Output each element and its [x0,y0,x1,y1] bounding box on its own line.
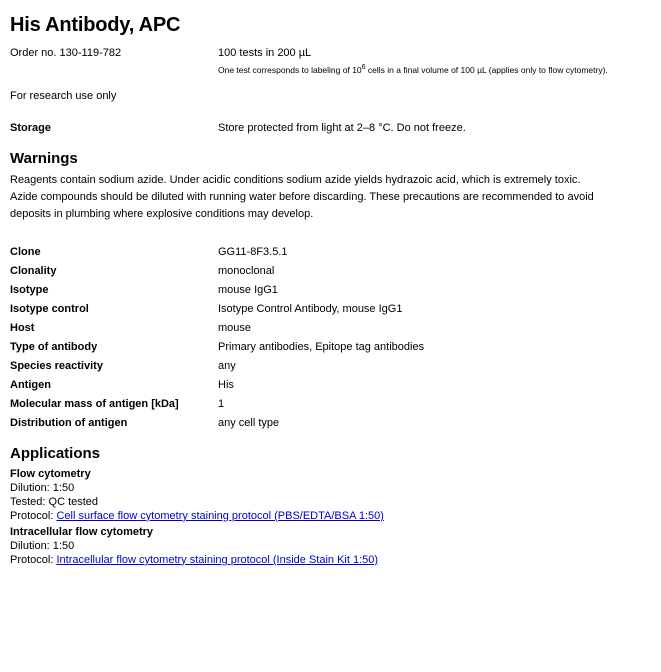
application-protocol [10,554,651,566]
tests-footnote [218,62,651,76]
spec-value: monoclonal [218,264,275,277]
spec-label: Species reactivity [10,359,103,372]
storage-value: Store protected from light at 2–8 °C. Do not freeze. [218,121,466,134]
table-row [10,341,651,353]
spec-label: Isotype [10,283,49,296]
table-row [10,284,651,296]
research-use-row [10,90,651,102]
application-group-flow-cytometry [10,468,651,522]
spec-value: mouse [218,321,252,334]
table-row [10,360,651,372]
spec-label: Isotype control [10,302,89,315]
warnings-line-3: deposits in plumbing where explosive conditions may develop. [10,207,314,220]
spec-label: Distribution of antigen [10,416,128,429]
spec-value: Primary antibodies, Epitope tag antibodies [218,340,425,353]
protocol-link[interactable]: Cell surface flow cytometry staining protocol (PBS/EDTA/BSA 1:50) [56,509,384,522]
spec-label: Host [10,321,35,334]
protocol-link[interactable]: Intracellular flow cytometry staining protocol (Inside Stain Kit 1:50) [56,553,379,566]
spec-label: Type of antibody [10,340,98,353]
application-dilution: Dilution: 1:50 [10,539,75,552]
table-row [10,246,651,258]
spec-value: Isotype Control Antibody, mouse IgG1 [218,302,403,315]
application-title: Flow cytometry [10,467,91,480]
tests-footnote-exponent: 6 [361,64,366,71]
specifications-table [10,246,651,429]
spec-label: Antigen [10,378,51,391]
protocol-prefix: Protocol: [10,553,57,566]
table-row [10,265,651,277]
research-use-label: For research use only [10,89,117,102]
page-title: His Antibody, APC [10,14,181,36]
application-protocol [10,510,651,522]
storage-label: Storage [10,121,51,134]
application-group-intracellular-flow-cytometry [10,526,651,566]
table-row [10,417,651,429]
spec-value: any [218,359,236,372]
spec-value: 1 [218,397,225,410]
application-title: Intracellular flow cytometry [10,525,154,538]
table-row [10,379,651,391]
spec-label: Clone [10,245,41,258]
spec-label: Molecular mass of antigen [kDa] [10,397,179,410]
table-row [10,322,651,334]
spec-value: any cell type [218,416,280,429]
storage-row [10,122,651,134]
table-row [10,398,651,410]
application-dilution: Dilution: 1:50 [10,481,75,494]
tests-info [218,47,651,76]
warnings-line-1: Reagents contain sodium azide. Under acidic conditions sodium azide yields hydrazoic acid, which is extremely toxic. [10,173,581,186]
spec-value: mouse IgG1 [218,283,278,296]
tests-footnote-pre: One test corresponds to labeling of 10 [218,64,362,75]
spec-label: Clonality [10,264,57,277]
spec-value: GG11-8F3.5.1 [218,245,288,258]
order-row [10,47,651,76]
tests-footnote-post: cells in a final volume of 100 µL (applies only to flow cytometry). [365,64,608,75]
tests-quantity: 100 tests in 200 µL [218,47,312,59]
applications-heading: Applications [10,444,101,462]
order-number: Order no. 130-119-782 [10,47,122,59]
protocol-prefix: Protocol: [10,509,57,522]
warnings-line-2: Azide compounds should be diluted with running water before discarding. These precautions are recommended to avoid [10,190,594,203]
table-row [10,303,651,315]
application-tested: Tested: QC tested [10,495,99,508]
warnings-body [10,173,651,222]
warnings-heading: Warnings [10,149,78,167]
spec-value: His [218,378,234,391]
